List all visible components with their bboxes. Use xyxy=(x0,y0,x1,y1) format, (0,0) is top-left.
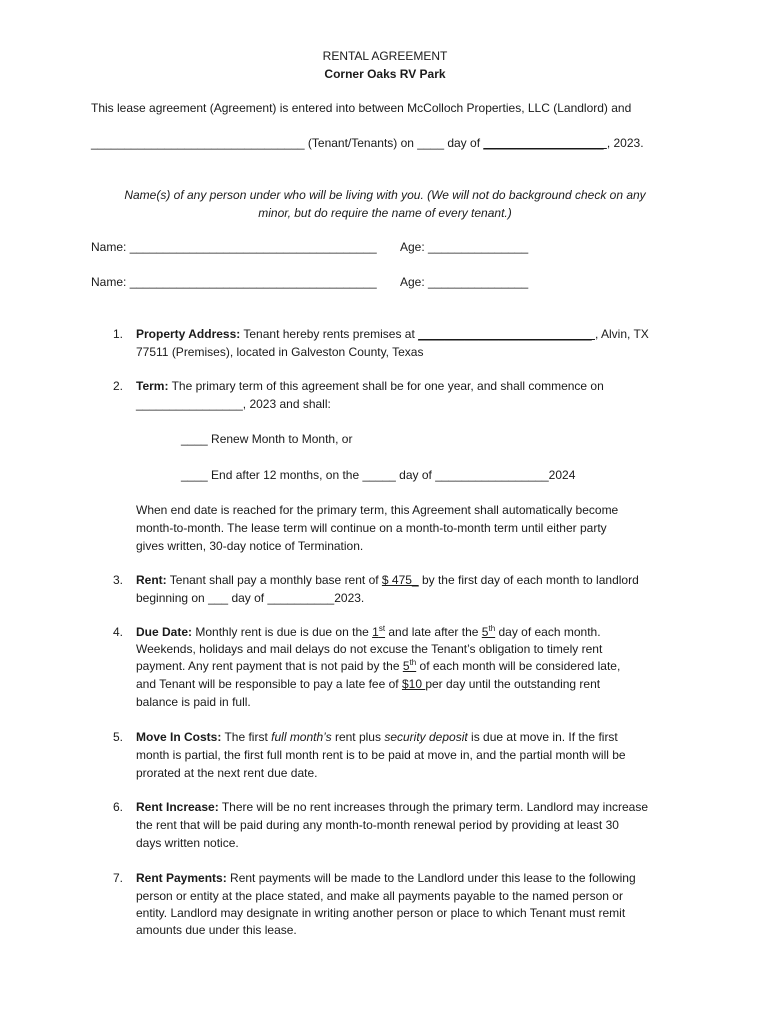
late-after-day: 5th xyxy=(402,658,417,673)
late-fee-amount: $10 xyxy=(401,677,426,691)
end-option-blank: ____ xyxy=(181,468,208,482)
document-subtitle: Corner Oaks RV Park xyxy=(324,67,446,81)
agreement-day-blank: ____ xyxy=(417,136,444,150)
section-number: 6. xyxy=(112,800,123,814)
section-4-line-4: and Tenant will be responsible to pay a late fee of $10 per day until the outstanding rent xyxy=(136,677,601,691)
late-day: 5th xyxy=(481,624,496,639)
age-label: Age: xyxy=(400,275,425,289)
section-1-line-1: Property Address: Tenant hereby rents premises at __________________________ , Alvin, TX xyxy=(136,327,649,341)
property-address-blank: __________________________ xyxy=(418,327,595,341)
section-number: 5. xyxy=(112,730,123,744)
end-day-blank: _____ xyxy=(362,468,396,482)
section-heading: Term: xyxy=(136,379,169,393)
renew-option-blank: ____ xyxy=(181,432,208,446)
section-4-line-2: Weekends, holidays and mail delays do not excuse the Tenant’s obligation to timely rent xyxy=(136,642,603,656)
section-2-para-line-3: gives written, 30-day notice of Termination. xyxy=(136,539,364,553)
agreement-month-blank: __________________ xyxy=(483,136,607,150)
section-2-line-2: ________________, 2023 and shall: xyxy=(136,397,331,411)
tenant-name-blank: ________________________________ xyxy=(91,136,305,150)
end-month-blank: _________________ xyxy=(435,468,549,482)
section-5-line-3: prorated at the next rent due date. xyxy=(136,766,318,780)
section-2-para-line-1: When end date is reached for the primary term, this Agreement shall automatically become xyxy=(136,503,619,517)
section-number: 4. xyxy=(112,625,123,639)
section-1-line-2: 77511 (Premises), located in Galveston County, Texas xyxy=(136,345,424,359)
rent-amount: $ 475_ xyxy=(381,573,419,587)
section-heading: Property Address: xyxy=(136,327,241,341)
section-7-line-3: entity. Landlord may designate in writing another person or place to which Tenant must remit xyxy=(136,906,626,920)
section-5-line-2: month is partial, the first full month rent is to be paid at move in, and the partial month will be xyxy=(136,748,626,762)
section-6-line-3: days written notice. xyxy=(136,836,239,850)
commence-date-blank: ________________ xyxy=(136,397,243,411)
age-blank: _______________ xyxy=(428,240,529,254)
section-4-line-3: payment. Any rent payment that is not paid by the 5th of each month will be considered late, xyxy=(136,658,621,673)
section-number: 3. xyxy=(112,573,123,587)
section-2-line-1: Term: The primary term of this agreement shall be for one year, and shall commence on xyxy=(136,379,604,393)
age-blank: _______________ xyxy=(428,275,529,289)
age-row xyxy=(400,239,528,255)
age-label: Age: xyxy=(400,240,425,254)
section-4-line-1: Due Date: Monthly rent is due is due on the 1st and late after the 5th day of each month. xyxy=(136,624,601,639)
name-row xyxy=(91,239,377,255)
names-note-line-2: minor, but do require the name of every tenant.) xyxy=(258,206,512,220)
begin-month-blank: __________ xyxy=(267,591,335,605)
section-4-line-5: balance is paid in full. xyxy=(136,695,251,709)
section-6-line-1: Rent Increase: There will be no rent increases through the primary term. Landlord may increase xyxy=(136,800,649,814)
section-7-line-4: amounts due under this lease. xyxy=(136,923,297,937)
section-7-line-1: Rent Payments: Rent payments will be made to the Landlord under this lease to the following xyxy=(136,871,636,885)
names-note-line-1: Name(s) of any person under who will be living with you. (We will not do background check on any xyxy=(124,188,646,202)
section-heading: Rent Payments: xyxy=(136,871,227,885)
section-2-para-line-2: month-to-month. The lease term will continue on a month-to-month term until either party xyxy=(136,521,607,535)
name-label: Name: xyxy=(91,275,127,289)
term-option-end: ____ End after 12 months, on the _____ day of _________________2024 xyxy=(181,468,576,482)
section-6-line-2: the rent that will be paid during any month-to-month renewal period by providing at least 30 xyxy=(136,818,619,832)
intro-line-2: ________________________________ (Tenant/Tenants) on ____ day of __________________ , 2023. xyxy=(91,136,644,150)
section-3-line-2: beginning on ___ day of __________2023. xyxy=(136,591,365,605)
due-day: 1st xyxy=(372,624,386,639)
section-number: 7. xyxy=(112,871,123,885)
intro-line-1: This lease agreement (Agreement) is entered into between McColloch Properties, LLC (Landlord) and xyxy=(91,101,632,115)
section-heading: Due Date: xyxy=(136,625,193,639)
section-5-line-1: Move In Costs: The first full month’s rent plus security deposit is due at move in. If the first xyxy=(136,730,618,744)
section-7-line-2: person or entity at the place stated, and make all payments payable to the named person or xyxy=(136,889,623,903)
section-heading: Move In Costs: xyxy=(136,730,222,744)
section-heading: Rent Increase: xyxy=(136,800,219,814)
begin-day-blank: ___ xyxy=(208,591,229,605)
name-blank: _____________________________________ xyxy=(129,240,377,254)
section-heading: Rent: xyxy=(136,573,167,587)
section-number: 2. xyxy=(112,379,123,393)
term-option-renew: ____ Renew Month to Month, or xyxy=(181,432,353,446)
section-number: 1. xyxy=(112,327,123,341)
document-title: RENTAL AGREEMENT xyxy=(322,49,448,63)
age-row xyxy=(400,274,528,290)
section-3-line-1: Rent: Tenant shall pay a monthly base rent of $ 475_ by the first day of each month to landlord xyxy=(136,573,639,587)
name-row xyxy=(91,274,377,290)
name-label: Name: xyxy=(91,240,127,254)
name-blank: _____________________________________ xyxy=(129,275,377,289)
